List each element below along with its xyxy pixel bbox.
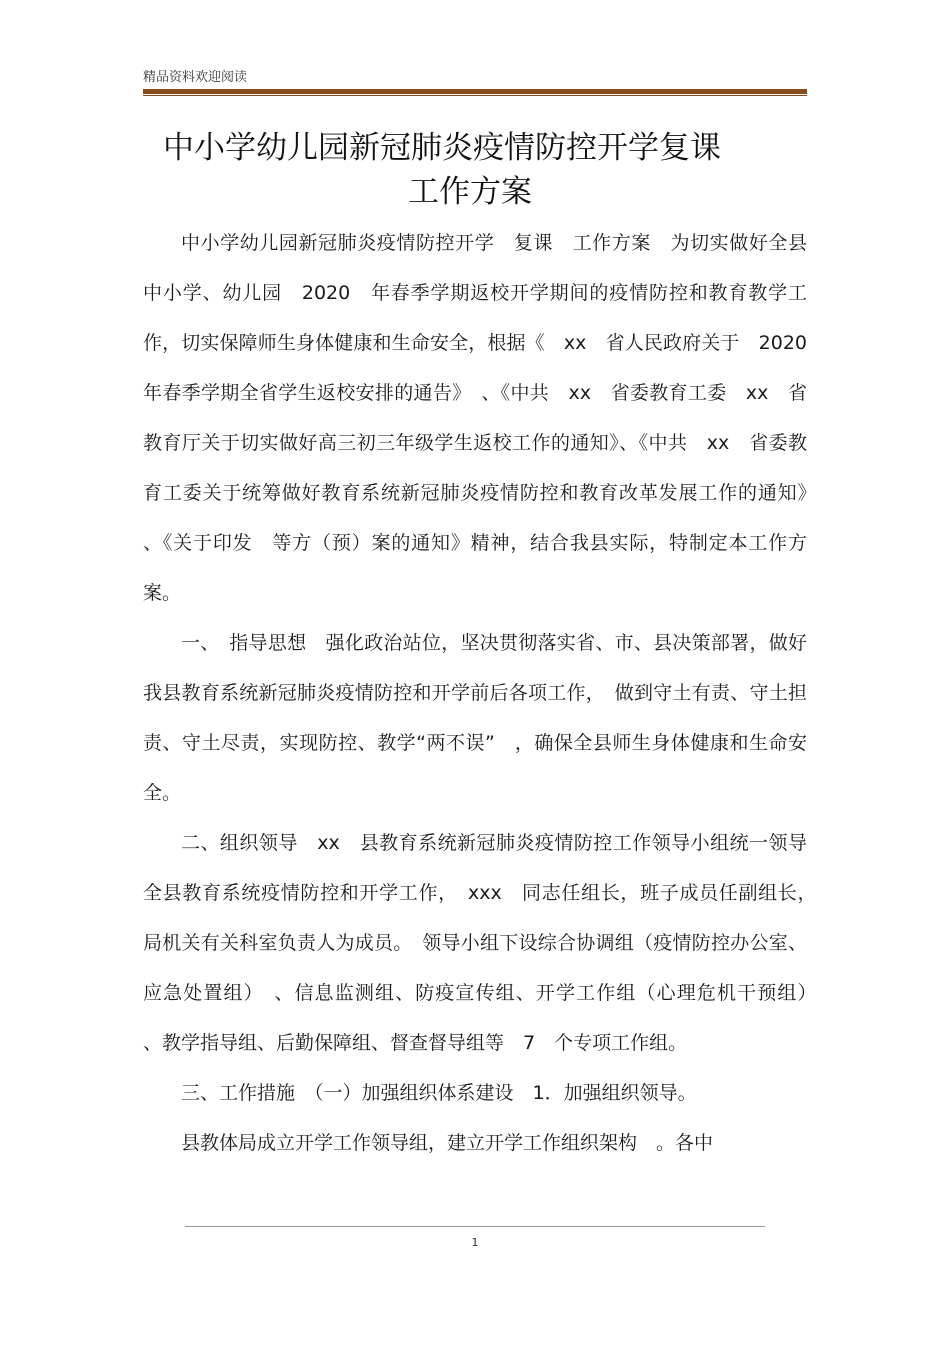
title-line-2: 工作方案 (408, 174, 532, 210)
header-rule (143, 89, 807, 94)
document-body (143, 218, 827, 1168)
footer-rule (185, 1226, 765, 1227)
title-line-1: 中小学幼儿园新冠肺炎疫情防控开学复课 (163, 130, 721, 166)
paragraph-measures-continued: 县教体局成立开学工作领导组，建立开学工作组织架构 。各中 (181, 1132, 714, 1154)
page-header-text: 精品资料欢迎阅读 (143, 70, 248, 85)
document-title (143, 126, 807, 214)
paragraph-organization: 二、组织领导 xx 县教育系统新冠肺炎疫情防控工作领导小组统一领导全县教育系统疫情防控和开学工作， xxx 同志任组长，班子成员任副组长， 局机关有关科室负责人为成员。 领导小组下设综合协调组（疫情防控办公室、应急处置组） 、信息监测组、防疫宣传组、开学工作组（心理危机干预组） 、教学指导组、后勤保障组、督查督导组等 7 个专项工作组。 (143, 832, 827, 1054)
paragraph-measures: 三、工作措施 （一）加强组织体系建设 1．加强组织领导。 (181, 1082, 697, 1104)
page-number: 1 (471, 1236, 479, 1249)
header-rule-thin (143, 95, 807, 96)
paragraph-intro: 中小学幼儿园新冠肺炎疫情防控开学 复课 工作方案 为切实做好全县中小学、幼儿园 2020 年春季学期返校开学期间的疫情防控和教育教学工作，切实保障师生身体健康和生命安全，根据《 xx 省人民政府关于 2020 年春季学期全省学生返校安排的通告》 、《中共 xx 省委教育工委 xx 省教育厅关于切实做好高三初三年级学生返校工作的通知》、《中共 xx 省委教育工委关于统筹做好教育系统新冠肺炎疫情防控和教育改革发展工作的通知》 、《关于印发 等方（预）案的通知》精神，结合我县实际，特制定本工作方案。 (143, 232, 827, 604)
paragraph-guiding-ideology: 一、 指导思想 强化政治站位，坚决贯彻落实省、市、县决策部署，做好我县教育系统新冠肺炎疫情防控和开学前后各项工作， 做到守土有责、守土担责、守土尽责，实现防控、教学“两不误” ，确保全县师生身体健康和生命安全。 (143, 632, 807, 804)
